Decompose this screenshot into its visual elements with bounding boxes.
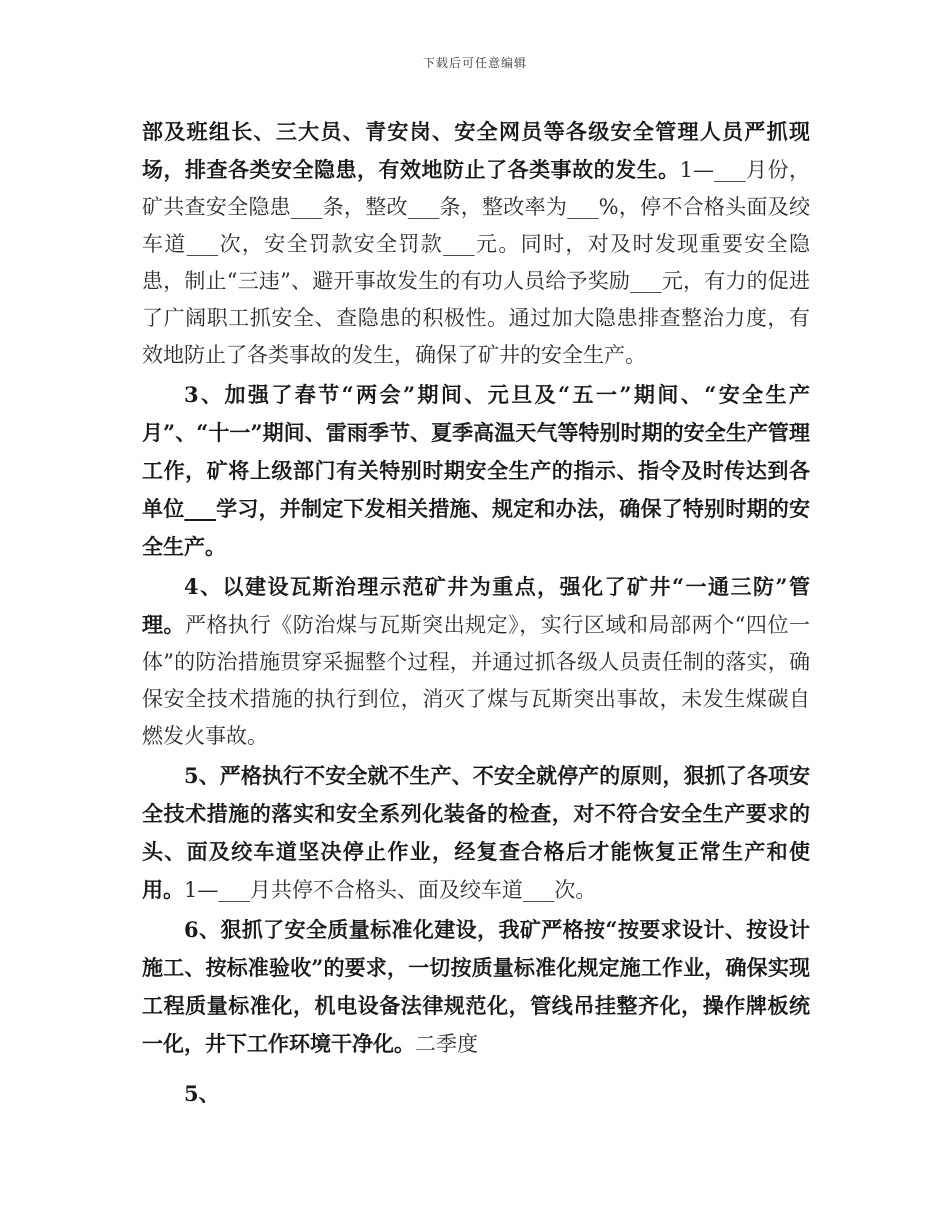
- paragraph-bold-text: 5、: [184, 1081, 220, 1106]
- paragraph-item-4: [142, 568, 810, 755]
- paragraph-item-6: [142, 911, 810, 1063]
- paragraph-bold-text: 3、加强了春节“两会”期间、元旦及“五一”期间、“安全生产月”、“十一”期间、雷雨季节、夏季高温天气等特别时期的安全生产管理工作，矿将上级部门有关特别时期安全生产的指示、指令及时传达到各单位___学习，并制定下发相关措施、规定和办法，确保了特别时期的安全生产。: [142, 382, 810, 559]
- document-body: [142, 113, 810, 1115]
- paragraph-normal-text: 1—___月共停不合格头、面及绞车道___次。: [184, 878, 597, 902]
- paragraph-bold-text: 部及班组长、三大员、青安岗、安全网员等各级安全管理人员严抓现场，排查各类安全隐患，有效地防止了各类事故的发生。: [142, 119, 810, 182]
- paragraph-item-5: [142, 757, 810, 909]
- paragraph-item-3: [142, 376, 810, 566]
- paragraph-bold-text: 6、狠抓了安全质量标准化建设，我矿严格按“按要求设计、按设计施工、按标准验收”的要求，一切按质量标准化规定施工作业，确保实现工程质量标准化，机电设备法律规范化，管线吊挂整齐化，操作牌板统一化，井下工作环境干净化。: [142, 917, 810, 1056]
- paragraph-bold-text: 4、以建设瓦斯治理示范矿井为重点，强化了矿井“一通三防”管理。: [142, 574, 810, 637]
- page-header: 下载后可任意编辑: [422, 56, 527, 70]
- paragraph-normal-text: 1—___月份，矿共查安全隐患___条，整改___条，整改率为___%，停不合格头面及绞车道___次，安全罚款安全罚款___元。同时，对及时发现重要安全隐患，制止“三违”、避开事故发生的有功人员给予奖励___元，有力的促进了广阔职工抓安全、查隐患的积极性。通过加大隐患排查整治力度，有效地防止了各类事故的发生，确保了矿井的安全生产。: [142, 158, 810, 367]
- paragraph-continuation: [142, 113, 810, 374]
- paragraph-bold-text: 5、严格执行不安全就不生产、不安全就停产的原则，狠抓了各项安全技术措施的落实和安全系列化装备的检查，对不符合安全生产要求的头、面及绞车道坚决停止作业，经复查合格后才能恢复正常生产和使用。: [142, 763, 810, 902]
- paragraph-normal-text: 严格执行《防治煤与瓦斯突出规定》，实行区域和局部两个“四位一体”的防治措施贯穿采掘整个过程，并通过抓各级人员责任制的落实，确保安全技术措施的执行到位，消灭了煤与瓦斯突出事故，未发生煤碳自燃发火事故。: [142, 613, 811, 748]
- paragraph-item-5-trailing: [142, 1075, 810, 1113]
- paragraph-normal-text: 二季度: [415, 1032, 478, 1056]
